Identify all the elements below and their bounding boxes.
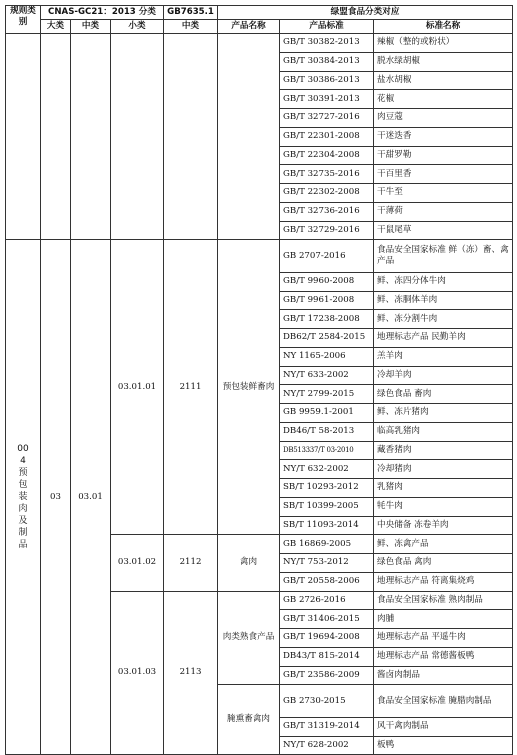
standard-code: GB/T 22301-2008: [280, 127, 374, 146]
gb-cell: 2113: [164, 591, 218, 755]
rule-cell: [6, 34, 41, 240]
standard-name: 鲜、冻胴体羊肉: [374, 291, 513, 310]
standard-name: 藏香猪肉: [374, 441, 513, 460]
product-name-cell: 腌熏畜禽肉: [218, 685, 280, 755]
standard-code: GB/T 32729-2016: [280, 221, 374, 240]
standard-name: 冷却羊肉: [374, 366, 513, 385]
minor-cell: 03.01.02: [111, 535, 164, 591]
food-classification-table: [5, 5, 513, 755]
table-row: [6, 240, 513, 273]
standard-name: 鲜、冻分割牛肉: [374, 310, 513, 329]
standard-code: GB/T 32736-2016: [280, 202, 374, 221]
standard-code: GB 2726-2016: [280, 591, 374, 610]
standard-code: GB 16869-2005: [280, 535, 374, 554]
standard-code: DB513337/T 03-2010: [280, 441, 374, 460]
middle-cell: 03.01: [71, 240, 111, 755]
standard-code: SB/T 11093-2014: [280, 516, 374, 535]
rule-category-text: 004预包装肉及制品: [17, 444, 29, 551]
product-name-cell: 禽肉: [218, 535, 280, 591]
rule-category-cell: [6, 240, 41, 755]
standard-code: GB/T 22302-2008: [280, 184, 374, 203]
standard-name: 板鸭: [374, 736, 513, 755]
standard-code: GB/T 23586-2009: [280, 666, 374, 685]
standard-code: GB/T 32727-2016: [280, 109, 374, 128]
standard-code: NY/T 633-2002: [280, 366, 374, 385]
standard-code: NY/T 753-2012: [280, 554, 374, 573]
standard-code: GB/T 32735-2016: [280, 165, 374, 184]
standard-code: GB/T 17238-2008: [280, 310, 374, 329]
header-green: 绿盟食品分类对应: [218, 6, 513, 20]
standard-name: 食品安全国家标准 鲜（冻）畜、禽产品: [374, 240, 513, 273]
standard-code: SB/T 10293-2012: [280, 479, 374, 498]
standard-code: GB/T 30391-2013: [280, 90, 374, 109]
standard-name: 羔羊肉: [374, 347, 513, 366]
standard-name: 花椒: [374, 90, 513, 109]
header-rule-category: 规则类别: [6, 6, 41, 34]
standard-name: 干鼠尾草: [374, 221, 513, 240]
standard-code: NY 1165-2006: [280, 347, 374, 366]
header-gb: GB7635.1: [164, 6, 218, 20]
standard-code: GB/T 19694-2008: [280, 629, 374, 648]
minor-cell: 03.01.03: [111, 591, 164, 755]
middle-cell: [71, 34, 111, 240]
standard-name: 鲜、冻四分体牛肉: [374, 272, 513, 291]
gb-cell: [164, 34, 218, 240]
standard-name: 食品安全国家标准 熟肉制品: [374, 591, 513, 610]
major-cell: 03: [41, 240, 71, 755]
standard-name: 干牛至: [374, 184, 513, 203]
header-minor: 小类: [111, 20, 164, 34]
standard-code: GB/T 30384-2013: [280, 52, 374, 71]
product-cell: [218, 34, 280, 240]
product-name-cell: 预包装鲜畜肉: [218, 240, 280, 535]
standard-name: 风干禽肉制品: [374, 717, 513, 736]
standard-code: NY/T 628-2002: [280, 736, 374, 755]
standard-name: 脱水绿胡椒: [374, 52, 513, 71]
standard-name: 地理标志产品 符离集烧鸡: [374, 572, 513, 591]
standard-name: 肉脯: [374, 610, 513, 629]
major-cell: [41, 34, 71, 240]
standard-code: GB/T 30386-2013: [280, 71, 374, 90]
gb-cell: 2111: [164, 240, 218, 535]
standard-name: 中央储备 冻卷羊肉: [374, 516, 513, 535]
standard-name: 冷却猪肉: [374, 460, 513, 479]
product-name-cell: 肉类熟食产品: [218, 591, 280, 685]
standard-code: SB/T 10399-2005: [280, 497, 374, 516]
standard-name: 鲜、冻片猪肉: [374, 404, 513, 423]
header-standard-name: 标准名称: [374, 20, 513, 34]
standard-code: NY/T 2799-2015: [280, 385, 374, 404]
standard-code: GB/T 20558-2006: [280, 572, 374, 591]
header-product-name: 产品名称: [218, 20, 280, 34]
standard-code: GB 9959.1-2001: [280, 404, 374, 423]
standard-code: DB62/T 2584-2015: [280, 329, 374, 348]
standard-name: 乳猪肉: [374, 479, 513, 498]
standard-code: GB/T 31319-2014: [280, 717, 374, 736]
minor-cell: 03.01.01: [111, 240, 164, 535]
header-product-standard: 产品标准: [280, 20, 374, 34]
standard-code: DB43/T 815-2014: [280, 647, 374, 666]
standard-code: DB46/T 58-2013: [280, 422, 374, 441]
standard-code: NY/T 632-2002: [280, 460, 374, 479]
standard-name: 干百里香: [374, 165, 513, 184]
standard-code: GB/T 30382-2013: [280, 34, 374, 53]
standard-code: GB 2730-2015: [280, 685, 374, 718]
standard-name: 绿色食品 畜肉: [374, 385, 513, 404]
header-cnas: CNAS-GC21：2013 分类: [41, 6, 164, 20]
standard-code: GB/T 9961-2008: [280, 291, 374, 310]
standard-name: 牦牛肉: [374, 497, 513, 516]
standard-name: 临高乳猪肉: [374, 422, 513, 441]
standard-name: 地理标志产品 常德酱板鸭: [374, 647, 513, 666]
standard-code: GB 2707-2016: [280, 240, 374, 273]
header-gb-middle: 中类: [164, 20, 218, 34]
standard-name: 干迷迭香: [374, 127, 513, 146]
header-middle: 中类: [71, 20, 111, 34]
standard-name: 地理标志产品 平遥牛肉: [374, 629, 513, 648]
standard-code: GB/T 31406-2015: [280, 610, 374, 629]
standard-name: 盐水胡椒: [374, 71, 513, 90]
standard-name: 辣椒（整的或粉状）: [374, 34, 513, 53]
table-row: [6, 34, 513, 53]
standard-name: 绿色食品 禽肉: [374, 554, 513, 573]
standard-name: 食品安全国家标准 腌腊肉制品: [374, 685, 513, 718]
standard-code: GB/T 9960-2008: [280, 272, 374, 291]
minor-cell: [111, 34, 164, 240]
standard-name: 肉豆蔻: [374, 109, 513, 128]
header-major: 大类: [41, 20, 71, 34]
standard-name: 干甜罗勒: [374, 146, 513, 165]
standard-name: 酱卤肉制品: [374, 666, 513, 685]
standard-name: 干薄荷: [374, 202, 513, 221]
standard-name: 地理标志产品 民勤羊肉: [374, 329, 513, 348]
standard-code: GB/T 22304-2008: [280, 146, 374, 165]
standard-name: 鲜、冻禽产品: [374, 535, 513, 554]
gb-cell: 2112: [164, 535, 218, 591]
